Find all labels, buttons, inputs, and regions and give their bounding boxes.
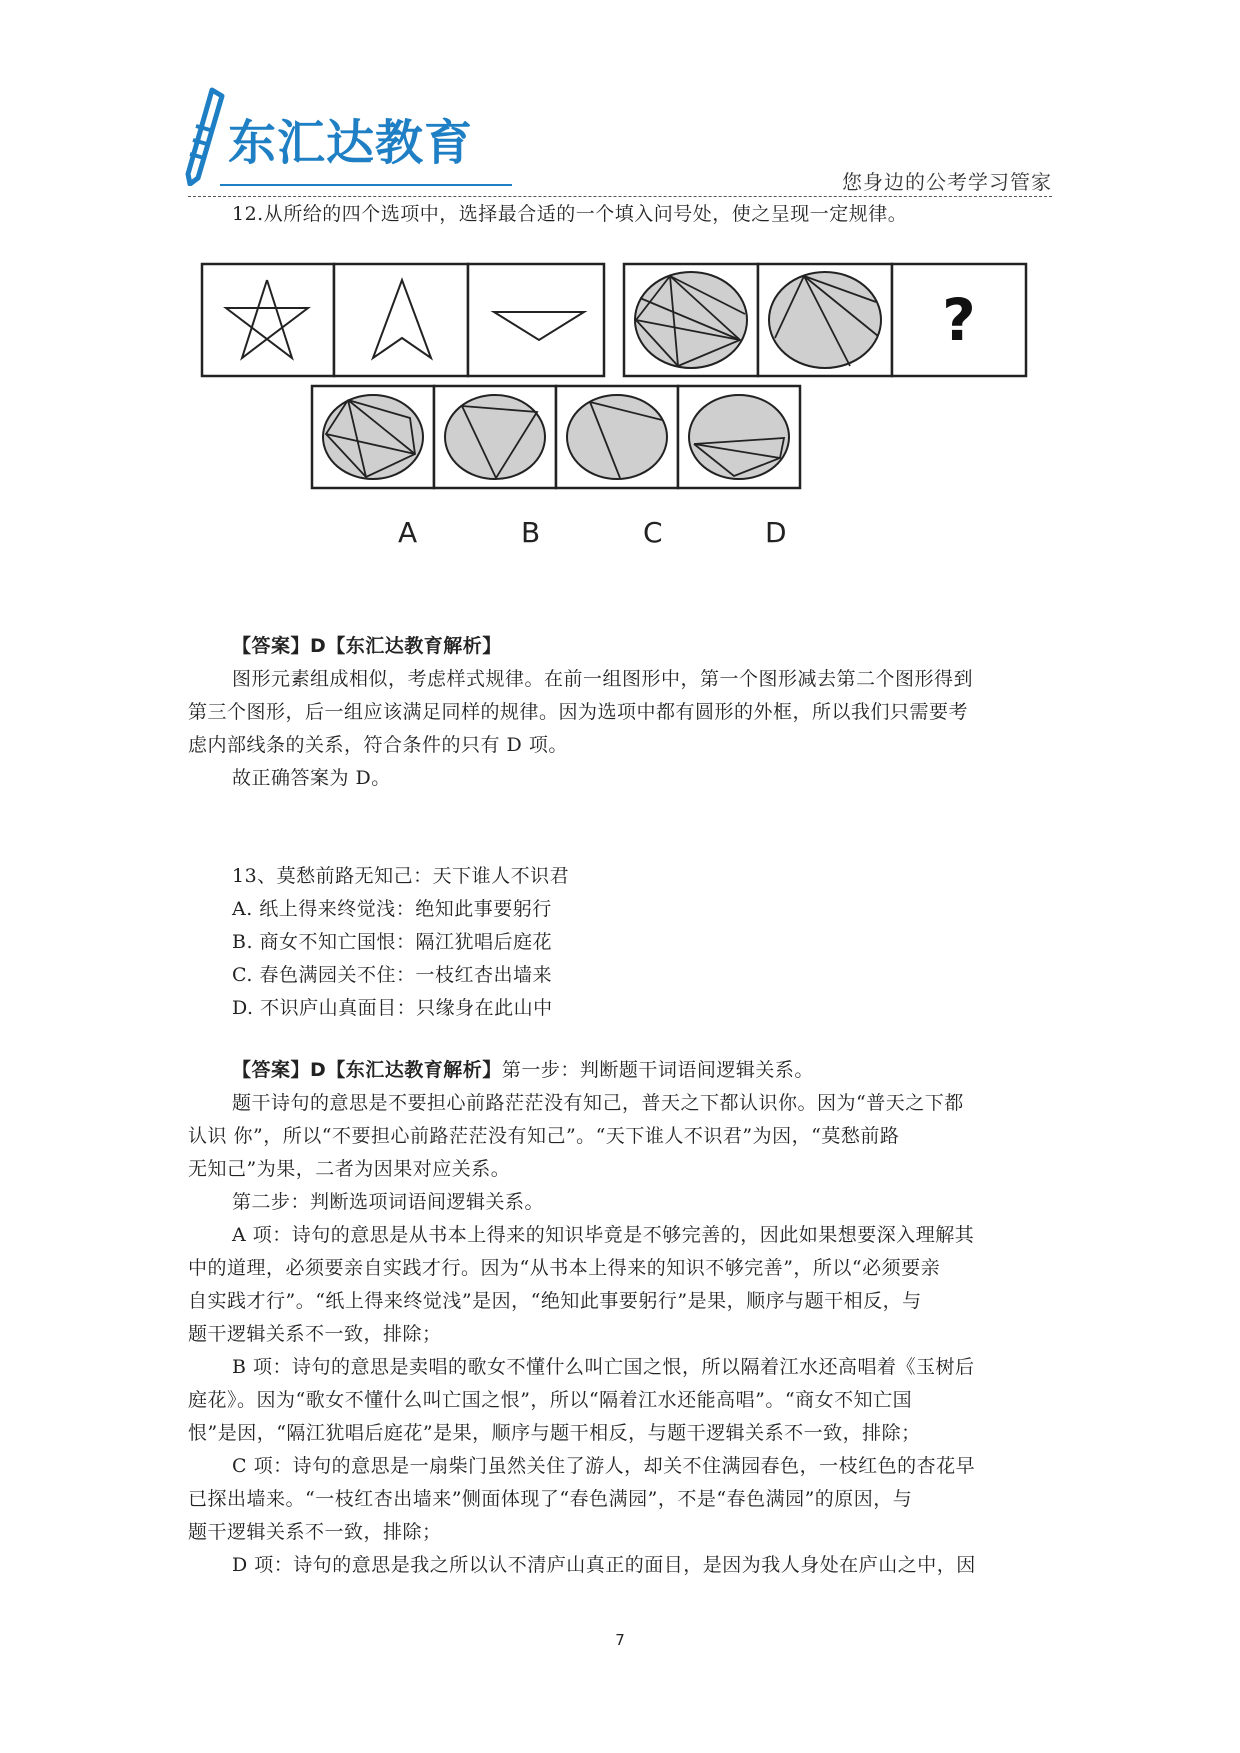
q12-answer-block	[188, 630, 1052, 795]
q13-answer-block	[188, 1054, 1052, 1582]
q13-analysis-line: 题干逻辑关系不一致，排除；	[188, 1323, 442, 1345]
q13-analysis-line: B 项：诗句的意思是卖唱的歌女不懂什么叫亡国之恨，所以隔着江水还高唱着《玉树后	[232, 1356, 975, 1378]
answer-letter: D	[310, 1059, 327, 1081]
question-mark: ?	[942, 286, 976, 354]
q13-analysis-line: 题干诗句的意思是不要担心前路茫茫没有知己，普天之下都认识你。因为“普天之下都	[232, 1092, 964, 1114]
answer-source: 【东汇达教育解析】	[326, 1059, 502, 1081]
q13-analysis-line: 恨”是因，“隔江犹唱后庭花”是果，顺序与题干相反，与题干逻辑关系不一致，排除；	[188, 1422, 921, 1444]
q13-analysis	[188, 1087, 1052, 1582]
answer-letter: D	[310, 635, 327, 657]
q13-option: D. 不识庐山真面目：只缘身在此山中	[232, 997, 553, 1019]
option-label-b: B	[521, 516, 541, 549]
q13-option: B. 商女不知亡国恨：隔江犹唱后庭花	[232, 931, 553, 953]
q13-analysis-line: 认识 你”，所以“不要担心前路茫茫没有知己”。“天下谁人不识君”为因，“莫愁前路	[188, 1125, 900, 1147]
header-divider	[188, 196, 1052, 197]
answer-prefix: 【答案】	[232, 635, 311, 657]
brand-logo	[184, 86, 514, 194]
pencil-logo-icon	[184, 86, 226, 186]
q12-analysis-line: 第三个图形，后一组应该满足同样的规律。因为选项中都有圆形的外框，所以我们只需要考	[188, 701, 969, 723]
logo-text: 东汇达教育	[228, 115, 474, 171]
q13-stem: 13、莫愁前路无知己：天下谁人不识君	[232, 865, 570, 887]
q13-analysis-line: D 项：诗句的意思是我之所以认不清庐山真正的面目，是因为我人身处在庐山之中，因	[232, 1554, 976, 1576]
q13-question-block	[188, 860, 1052, 1025]
option-label-d: D	[765, 516, 787, 549]
q13-analysis-line: 已探出墙来。“一枝红杏出墙来”侧面体现了“春色满园”，不是“春色满园”的原因，与	[188, 1488, 913, 1510]
q12-question: 12.从所给的四个选项中，选择最合适的一个填入问号处，使之呈现一定规律。	[232, 203, 908, 225]
q13-analysis-line: 无知己”为果，二者为因果对应关系。	[188, 1158, 511, 1180]
q12-conclusion: 故正确答案为 D。	[232, 767, 391, 789]
q13-analysis-line: 题干逻辑关系不一致，排除；	[188, 1521, 442, 1543]
option-label-a: A	[398, 516, 418, 549]
q13-analysis-line: A 项：诗句的意思是从书本上得来的知识毕竟是不够完善的，因此如果想要深入理解其	[232, 1224, 975, 1246]
logo-underline	[220, 184, 512, 186]
answer-source: 【东汇达教育解析】	[326, 635, 502, 657]
option-label-c: C	[643, 516, 663, 549]
q13-analysis-line: 中的道理，必须要亲自实践才行。因为“从书本上得来的知识不够完善”，所以“必须要亲	[188, 1257, 941, 1279]
q13-analysis-line: 第二步：判断选项词语间逻辑关系。	[232, 1191, 545, 1213]
q12-analysis-line: 图形元素组成相似，考虑样式规律。在前一组图形中，第一个图形减去第二个图形得到	[232, 668, 974, 690]
q13-analysis-line: 庭花》。因为“歌女不懂什么叫亡国之恨”，所以“隔着江水还能高唱”。“商女不知亡国	[188, 1389, 913, 1411]
q13-answer-line	[188, 1054, 1052, 1087]
q12-figure-puzzle	[200, 262, 1040, 562]
answer-prefix: 【答案】	[232, 1059, 311, 1081]
q12-answer-line	[188, 630, 1052, 663]
puzzle-cell-triangle	[468, 264, 604, 376]
q13-analysis-line: 自实践才行”。“纸上得来终觉浅”是因，“绝知此事要躬行”是果，顺序与题干相反，与	[188, 1290, 922, 1312]
q13-option: C. 春色满园关不住：一枝红杏出墙来	[232, 964, 552, 986]
q12-analysis-line: 虑内部线条的关系，符合条件的只有 D 项。	[188, 734, 568, 756]
q12-question-block	[188, 198, 1052, 231]
page-number: 7	[615, 1631, 625, 1649]
header-slogan: 您身边的公考学习管家	[842, 170, 1052, 194]
answer-tail: 第一步：判断题干词语间逻辑关系。	[501, 1059, 814, 1081]
q13-option: A. 纸上得来终觉浅：绝知此事要躬行	[232, 898, 552, 920]
q13-analysis-line: C 项：诗句的意思是一扇柴门虽然关住了游人，却关不住满园春色，一枝红色的杏花早	[232, 1455, 976, 1477]
